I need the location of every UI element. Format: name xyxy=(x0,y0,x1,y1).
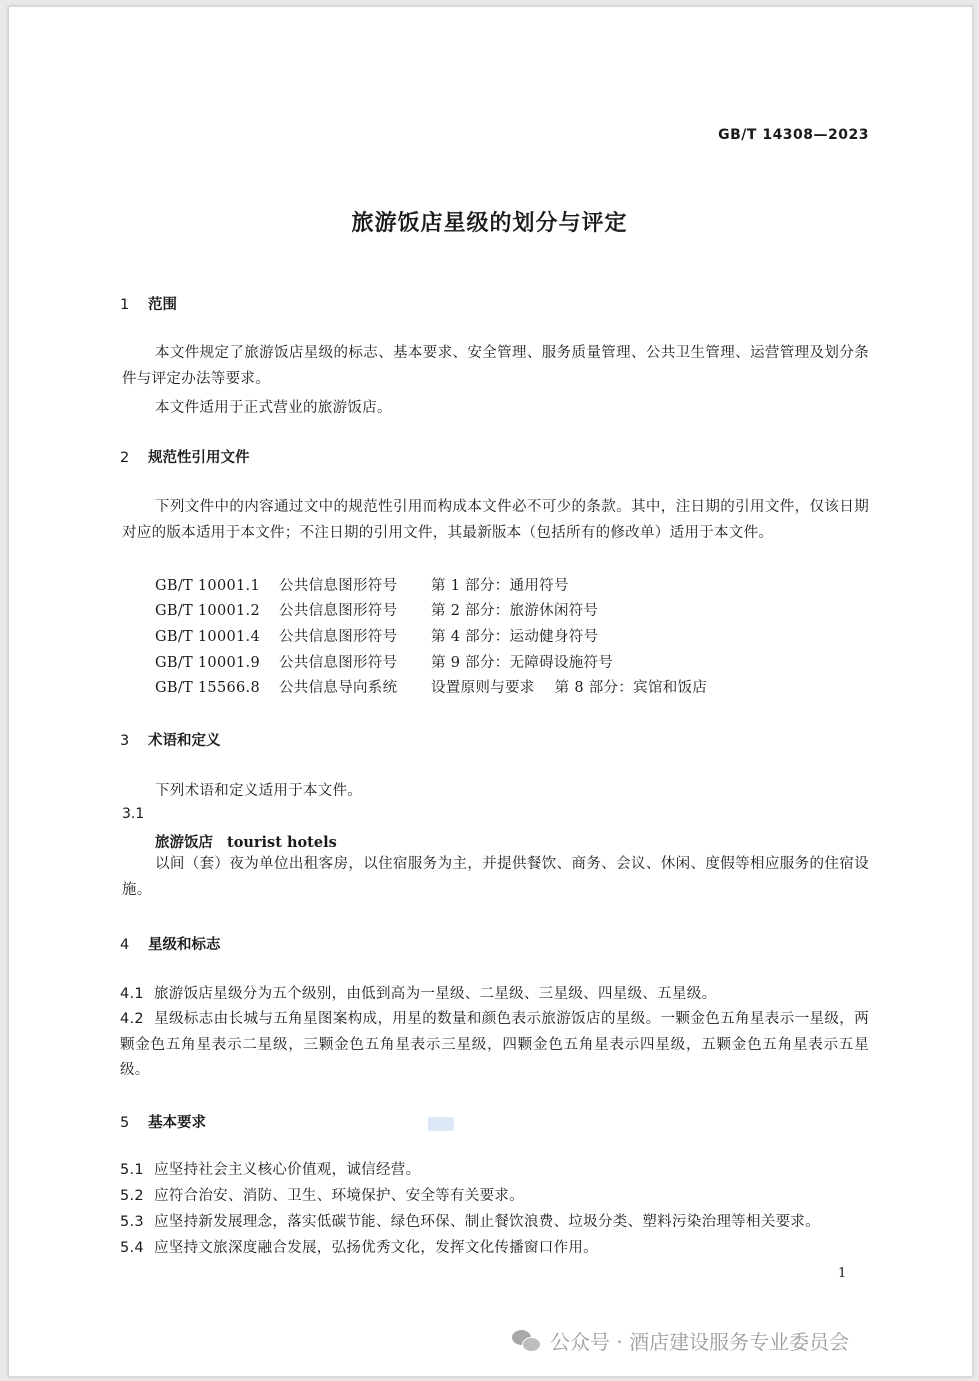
clause-5-1: 5.1 应坚持社会主义核心价值观，诚信经营。 xyxy=(120,1162,421,1178)
wechat-icon xyxy=(512,1330,540,1352)
watermark-mark xyxy=(428,1117,454,1131)
section-heading-1: 1 范围 xyxy=(120,297,177,313)
document-title: 旅游饭店星级的划分与评定 xyxy=(351,211,628,236)
term-title: 旅游饭店 tourist hotels xyxy=(155,834,337,851)
wechat-footer xyxy=(512,1326,849,1355)
term-definition: 以间（套）夜为单位出租客房，以住宿服务为主，并提供餐饮、商务、会议、休闲、度假等相应服务的住宿设施。 xyxy=(122,856,869,898)
scope-paragraph-2: 本文件适用于正式营业的旅游饭店。 xyxy=(155,400,392,416)
standard-code: GB/T 14308—2023 xyxy=(718,127,869,143)
clause-5-2: 5.2 应符合治安、消防、卫生、环境保护、安全等有关要求。 xyxy=(120,1188,524,1204)
page-number: 1 xyxy=(838,1266,847,1281)
term-number: 3.1 xyxy=(122,806,145,822)
clause-5-3: 5.3 应坚持新发展理念，落实低碳节能、绿色环保、制止餐饮浪费、垃圾分类、塑料污染治理等相关要求。 xyxy=(120,1214,820,1230)
clause-5-4: 5.4 应坚持文旅深度融合发展，弘扬优秀文化，发挥文化传播窗口作用。 xyxy=(120,1240,598,1256)
reference-item: GB/T 10001.9 公共信息图形符号 第 9 部分：无障碍设施符号 xyxy=(155,655,614,671)
section-heading-2: 2 规范性引用文件 xyxy=(120,450,250,466)
reference-item: GB/T 10001.2 公共信息图形符号 第 2 部分：旅游休闲符号 xyxy=(155,603,599,619)
scope-paragraph-1: 本文件规定了旅游饭店星级的标志、基本要求、安全管理、服务质量管理、公共卫生管理、运营管理及划分条件与评定办法等要求。 xyxy=(122,345,869,387)
references-intro: 下列文件中的内容通过文中的规范性引用而构成本文件必不可少的条款。其中，注日期的引用文件，仅该日期对应的版本适用于本文件；不注日期的引用文件，其最新版本（包括所有的修改单）适用于本文件。 xyxy=(122,499,869,541)
section-heading-4: 4 星级和标志 xyxy=(120,937,221,953)
footer-text: 公众号 · 酒店建设服务专业委员会 xyxy=(550,1330,850,1354)
clause-4-1: 4.1 旅游饭店星级分为五个级别，由低到高为一星级、二星级、三星级、四星级、五星级。 xyxy=(120,986,717,1002)
section-heading-3: 3 术语和定义 xyxy=(120,733,221,749)
reference-item: GB/T 10001.4 公共信息图形符号 第 4 部分：运动健身符号 xyxy=(155,629,599,645)
clause-4-2: 4.2 星级标志由长城与五角星图案构成，用星的数量和颜色表示旅游饭店的星级。一颗金色五角星表示一星级，两颗金色五角星表示二星级，三颗金色五角星表示三星级，四颗金色五角星表示四星级，五颗金色五角星表示五星级。 xyxy=(120,1011,869,1078)
section-heading-5: 5 基本要求 xyxy=(120,1115,206,1131)
reference-item: GB/T 15566.8 公共信息导向系统 设置原则与要求 第 8 部分：宾馆和饭店 xyxy=(155,680,708,696)
terms-intro: 下列术语和定义适用于本文件。 xyxy=(155,783,363,799)
reference-item: GB/T 10001.1 公共信息图形符号 第 1 部分：通用符号 xyxy=(155,578,569,594)
